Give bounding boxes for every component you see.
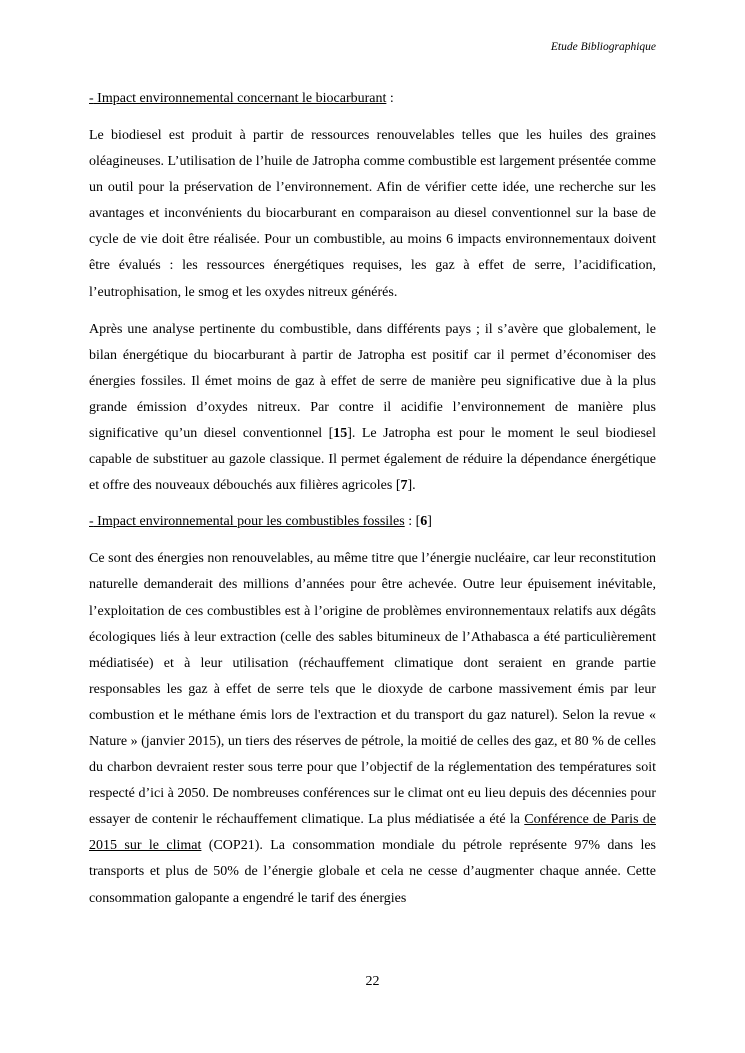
section-heading-fossiles xyxy=(89,510,656,534)
citation-ref: 6 xyxy=(420,514,428,530)
heading-suffix: ] xyxy=(427,514,432,530)
paragraph-biodiesel: Le biodiesel est produit à partir de ressources renouvelables telles que les huiles des graines oléagineuses. L’utilisation de l’huile de Jatropha comme combustible est largement présentée comme un outil pour la préservation de l’environnement. Afin de vérifier cette idée, une recherche sur les avantages et inconvénients du biocarburant en comparaison au diesel conventionnel sur la base de cycle de vie doit être réalisée. Pour un combustible, au moins 6 impacts environnementaux doivent être évalués : les ressources énergétiques requises, les gaz à effet de serre, l’acidification, l’eutrophisation, le smog et les oxydes nitreux générés. xyxy=(89,128,656,300)
paragraph-text: Après une analyse pertinente du combustible, dans différents pays ; il s’avère que globalement, le bilan énergétique du biocarburant à partir de Jatropha est positif car il permet d’économiser des énergies fossiles. Il émet moins de gaz à effet de serre de manière peu significative due à la plus grande émission d’oxydes nitreux. Par contre il acidifie l’environnement de manière plus significative qu’un diesel conventionnel [ xyxy=(89,321,656,442)
page-number: 22 xyxy=(365,974,380,989)
heading-suffix: : xyxy=(386,91,394,106)
page-content xyxy=(89,87,656,923)
cop21-link[interactable]: Conférence de Paris de 2015 sur le climat xyxy=(89,812,656,854)
heading-suffix: : [ xyxy=(404,514,421,530)
paragraph-text: Ce sont des énergies non renouvelables, au même titre que l’énergie nucléaire, car leur reconstitution naturelle demanderait des millions d’années pour être achevée. Outre leur épuisement inévitable, l’exploitation de ces combustibles est à l’origine de problèmes environnementaux relatifs aux dégâts écologiques liés à leur extraction (celle des sables bitumineux de l’Athabasca a été particulièrement médiatisée) et à leur utilisation (réchauffement climatique dont seraient en grande partie responsables les gaz à effet de serre tels que le dioxyde de carbone massivement émis par leur combustion et le méthane émis lors de l'extraction et du transport du gaz naturel). Selon la revue « Nature » (janvier 2015), un tiers des réserves de pétrole, la moitié de celles des gaz, et 80 % de celles du charbon devraient rester sous terre pour que l’objectif de la réglementation des températures soit respecté d’ici à 2050. De nombreuses conférences sur le climat ont eu lieu depuis des décennies pour essayer de contenir le réchauffement climatique. La plus médiatisée a été la xyxy=(89,551,656,828)
heading-dash: - xyxy=(89,91,94,106)
paragraph-energies-fossiles xyxy=(89,546,656,911)
citation-ref: 7 xyxy=(400,478,408,494)
paragraph-text: ]. xyxy=(407,478,416,494)
paragraph-text: ]. Le Jatropha est pour le moment le seul biodiesel capable de substituer au gazole classique. Il permet également de réduire la dépendance énergétique et offre des nouveaux débouchés aux filières agricoles [ xyxy=(89,426,656,494)
section-heading-biocarburant xyxy=(89,87,656,111)
running-header: Etude Bibliographique xyxy=(550,41,656,53)
heading-text: Impact environnemental concernant le biocarburant xyxy=(93,91,387,106)
paragraph-text: (COP21). La consommation mondiale du pétrole représente 97% dans les transports et plus de 50% de l’énergie globale et cela ne cesse d’augmenter chaque année. Cette consommation galopante a engendré le tarif des énergies xyxy=(89,838,657,906)
citation-ref: 15 xyxy=(333,426,348,442)
heading-text: Impact environnemental pour les combustibles fossiles xyxy=(93,514,405,530)
heading-dash: - xyxy=(89,514,94,530)
paragraph-analyse xyxy=(89,317,656,500)
